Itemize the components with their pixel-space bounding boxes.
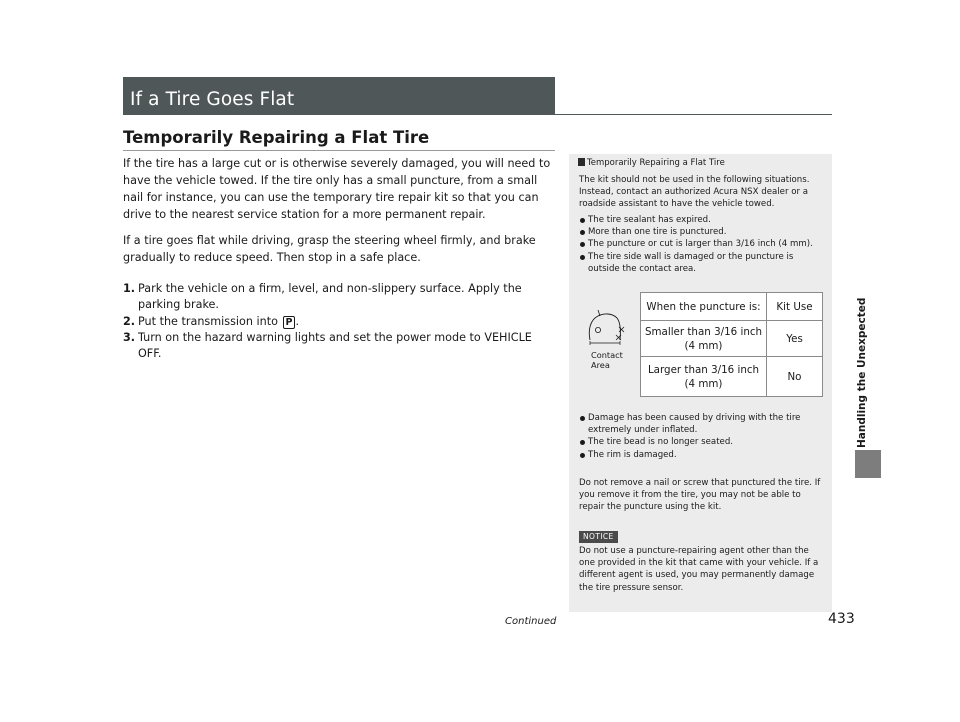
bullet-item: The tire bead is no longer seated.: [579, 436, 826, 448]
table-cell-use: Yes: [767, 321, 823, 357]
step-text: Park the vehicle on a firm, level, and non-slippery surface. Apply the parking brake.: [138, 282, 522, 312]
chapter-header-rule: [123, 114, 832, 115]
section-title: Temporarily Repairing a Flat Tire: [123, 128, 430, 147]
table-row: [641, 357, 823, 397]
step-item: [123, 330, 555, 363]
table-cell-size: [641, 357, 767, 397]
table-row: [641, 321, 823, 357]
bullet-item: Damage has been caused by driving with the tire extremely under inflated.: [579, 412, 826, 436]
step-item: [123, 281, 555, 314]
contact-label-line: Contact: [591, 350, 623, 360]
table-header-cell: When the puncture is:: [641, 293, 767, 321]
step-text: Turn on the hazard warning lights and set the power mode to VEHICLE OFF.: [138, 330, 532, 361]
table-header-row: [641, 293, 823, 321]
restriction-bullet-list: [579, 214, 826, 275]
contact-label-line: Area: [591, 360, 610, 370]
notice-badge: NOTICE: [579, 531, 618, 543]
page-number: 433: [828, 611, 855, 627]
continued-label: Continued: [505, 616, 557, 627]
damage-bullet-list: [579, 412, 826, 461]
sidebar-heading: [578, 158, 725, 168]
contact-area-label: [591, 350, 623, 370]
step-number: 2.: [123, 314, 136, 328]
bullet-item: The rim is damaged.: [579, 449, 826, 461]
bullet-item: The tire sealant has expired.: [579, 214, 826, 226]
driving-paragraph: If a tire goes flat while driving, grasp the steering wheel firmly, and brake gradually to reduce speed. Then stop in a safe place.: [123, 234, 536, 264]
step-text: Put the transmission into: [138, 314, 282, 328]
sidebar-heading-text: Temporarily Repairing a Flat Tire: [587, 158, 725, 168]
bullet-item: The tire side wall is damaged or the puncture is outside the contact area.: [579, 251, 826, 275]
size-line: (4 mm): [684, 377, 723, 390]
chapter-side-label: Handling the Unexpected: [856, 297, 868, 448]
bullet-item: More than one tire is punctured.: [579, 226, 826, 238]
notice-text: Do not use a puncture-repairing agent other than the one provided in the kit that came with your vehicle. If a different agent is used, you may permanently damage the tire pressure sensor.: [579, 546, 819, 593]
table-cell-use: No: [767, 357, 823, 397]
size-line: (4 mm): [684, 339, 723, 352]
nail-removal-paragraph: Do not remove a nail or screw that punctured the tire. If you remove it from the tire, you may not be able to repair the puncture using the kit.: [579, 478, 821, 513]
tire-contact-area-diagram: [584, 308, 632, 348]
size-line: Smaller than 3/16 inch: [644, 325, 763, 338]
chapter-side-tab: [855, 450, 881, 478]
gear-p-indicator: P: [283, 316, 296, 329]
size-line: Larger than 3/16 inch: [647, 363, 760, 376]
sidebar-intro: The kit should not be used in the following situations. Instead, contact an authorized Acura NSX dealer or a roadside assistant to have the vehicle towed.: [579, 175, 810, 210]
steps-list: [123, 281, 555, 362]
step-number: 3.: [123, 330, 136, 344]
intro-paragraph: If the tire has a large cut or is otherwise severely damaged, you will need to have the vehicle towed. If the tire only has a small puncture, from a small nail for instance, you can use the temporary tire repair kit so that you can drive to the nearest service station for a more permanent repair.: [123, 157, 551, 221]
reference-marker-icon: [578, 158, 585, 166]
bullet-item: The puncture or cut is larger than 3/16 inch (4 mm).: [579, 238, 826, 250]
table-cell-size: [641, 321, 767, 357]
table-header-cell: Kit Use: [767, 293, 823, 321]
puncture-size-table: [640, 292, 823, 397]
step-text-end: .: [295, 314, 300, 328]
step-number: 1.: [123, 282, 136, 295]
step-item: [123, 314, 555, 330]
chapter-title: If a Tire Goes Flat: [130, 89, 295, 110]
section-title-rule: [123, 150, 555, 151]
